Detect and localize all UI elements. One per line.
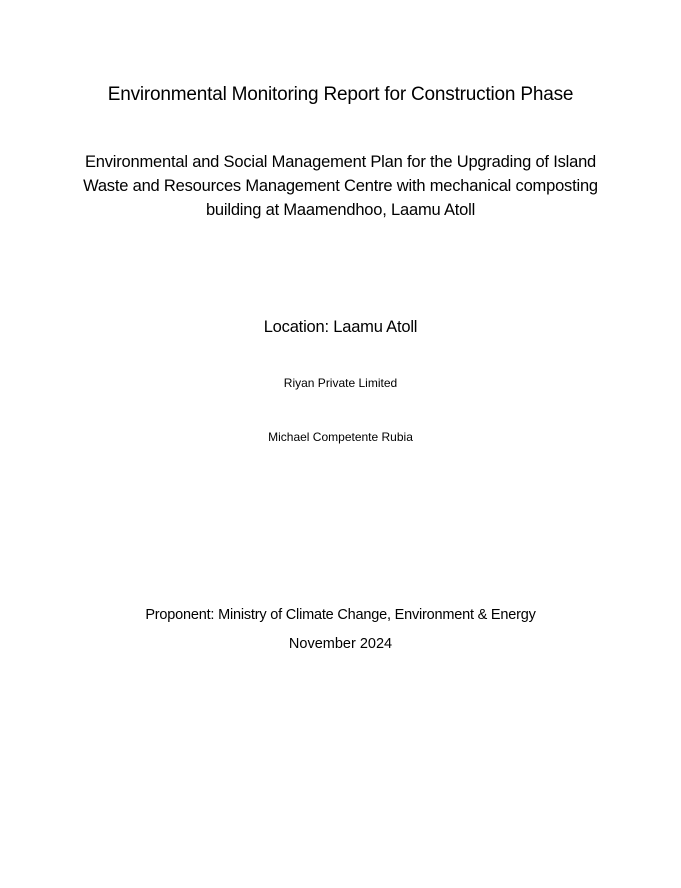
location-label: Location: Laamu Atoll [263, 318, 418, 336]
author-name: Michael Competente Rubia [268, 430, 413, 444]
report-title: Environmental Monitoring Report for Construction Phase [107, 84, 574, 105]
esmp-title: Environmental and Social Management Plan for the Upgrading of Island Waste and Resources Management Centre with mechanical composting building at Maamendhoo, Laamu Atoll [83, 153, 598, 219]
proponent-label: Proponent: Ministry of Climate Change, Environment & Energy [145, 607, 536, 623]
consultant-name: Riyan Private Limited [283, 376, 398, 390]
report-date: November 2024 [288, 636, 393, 652]
